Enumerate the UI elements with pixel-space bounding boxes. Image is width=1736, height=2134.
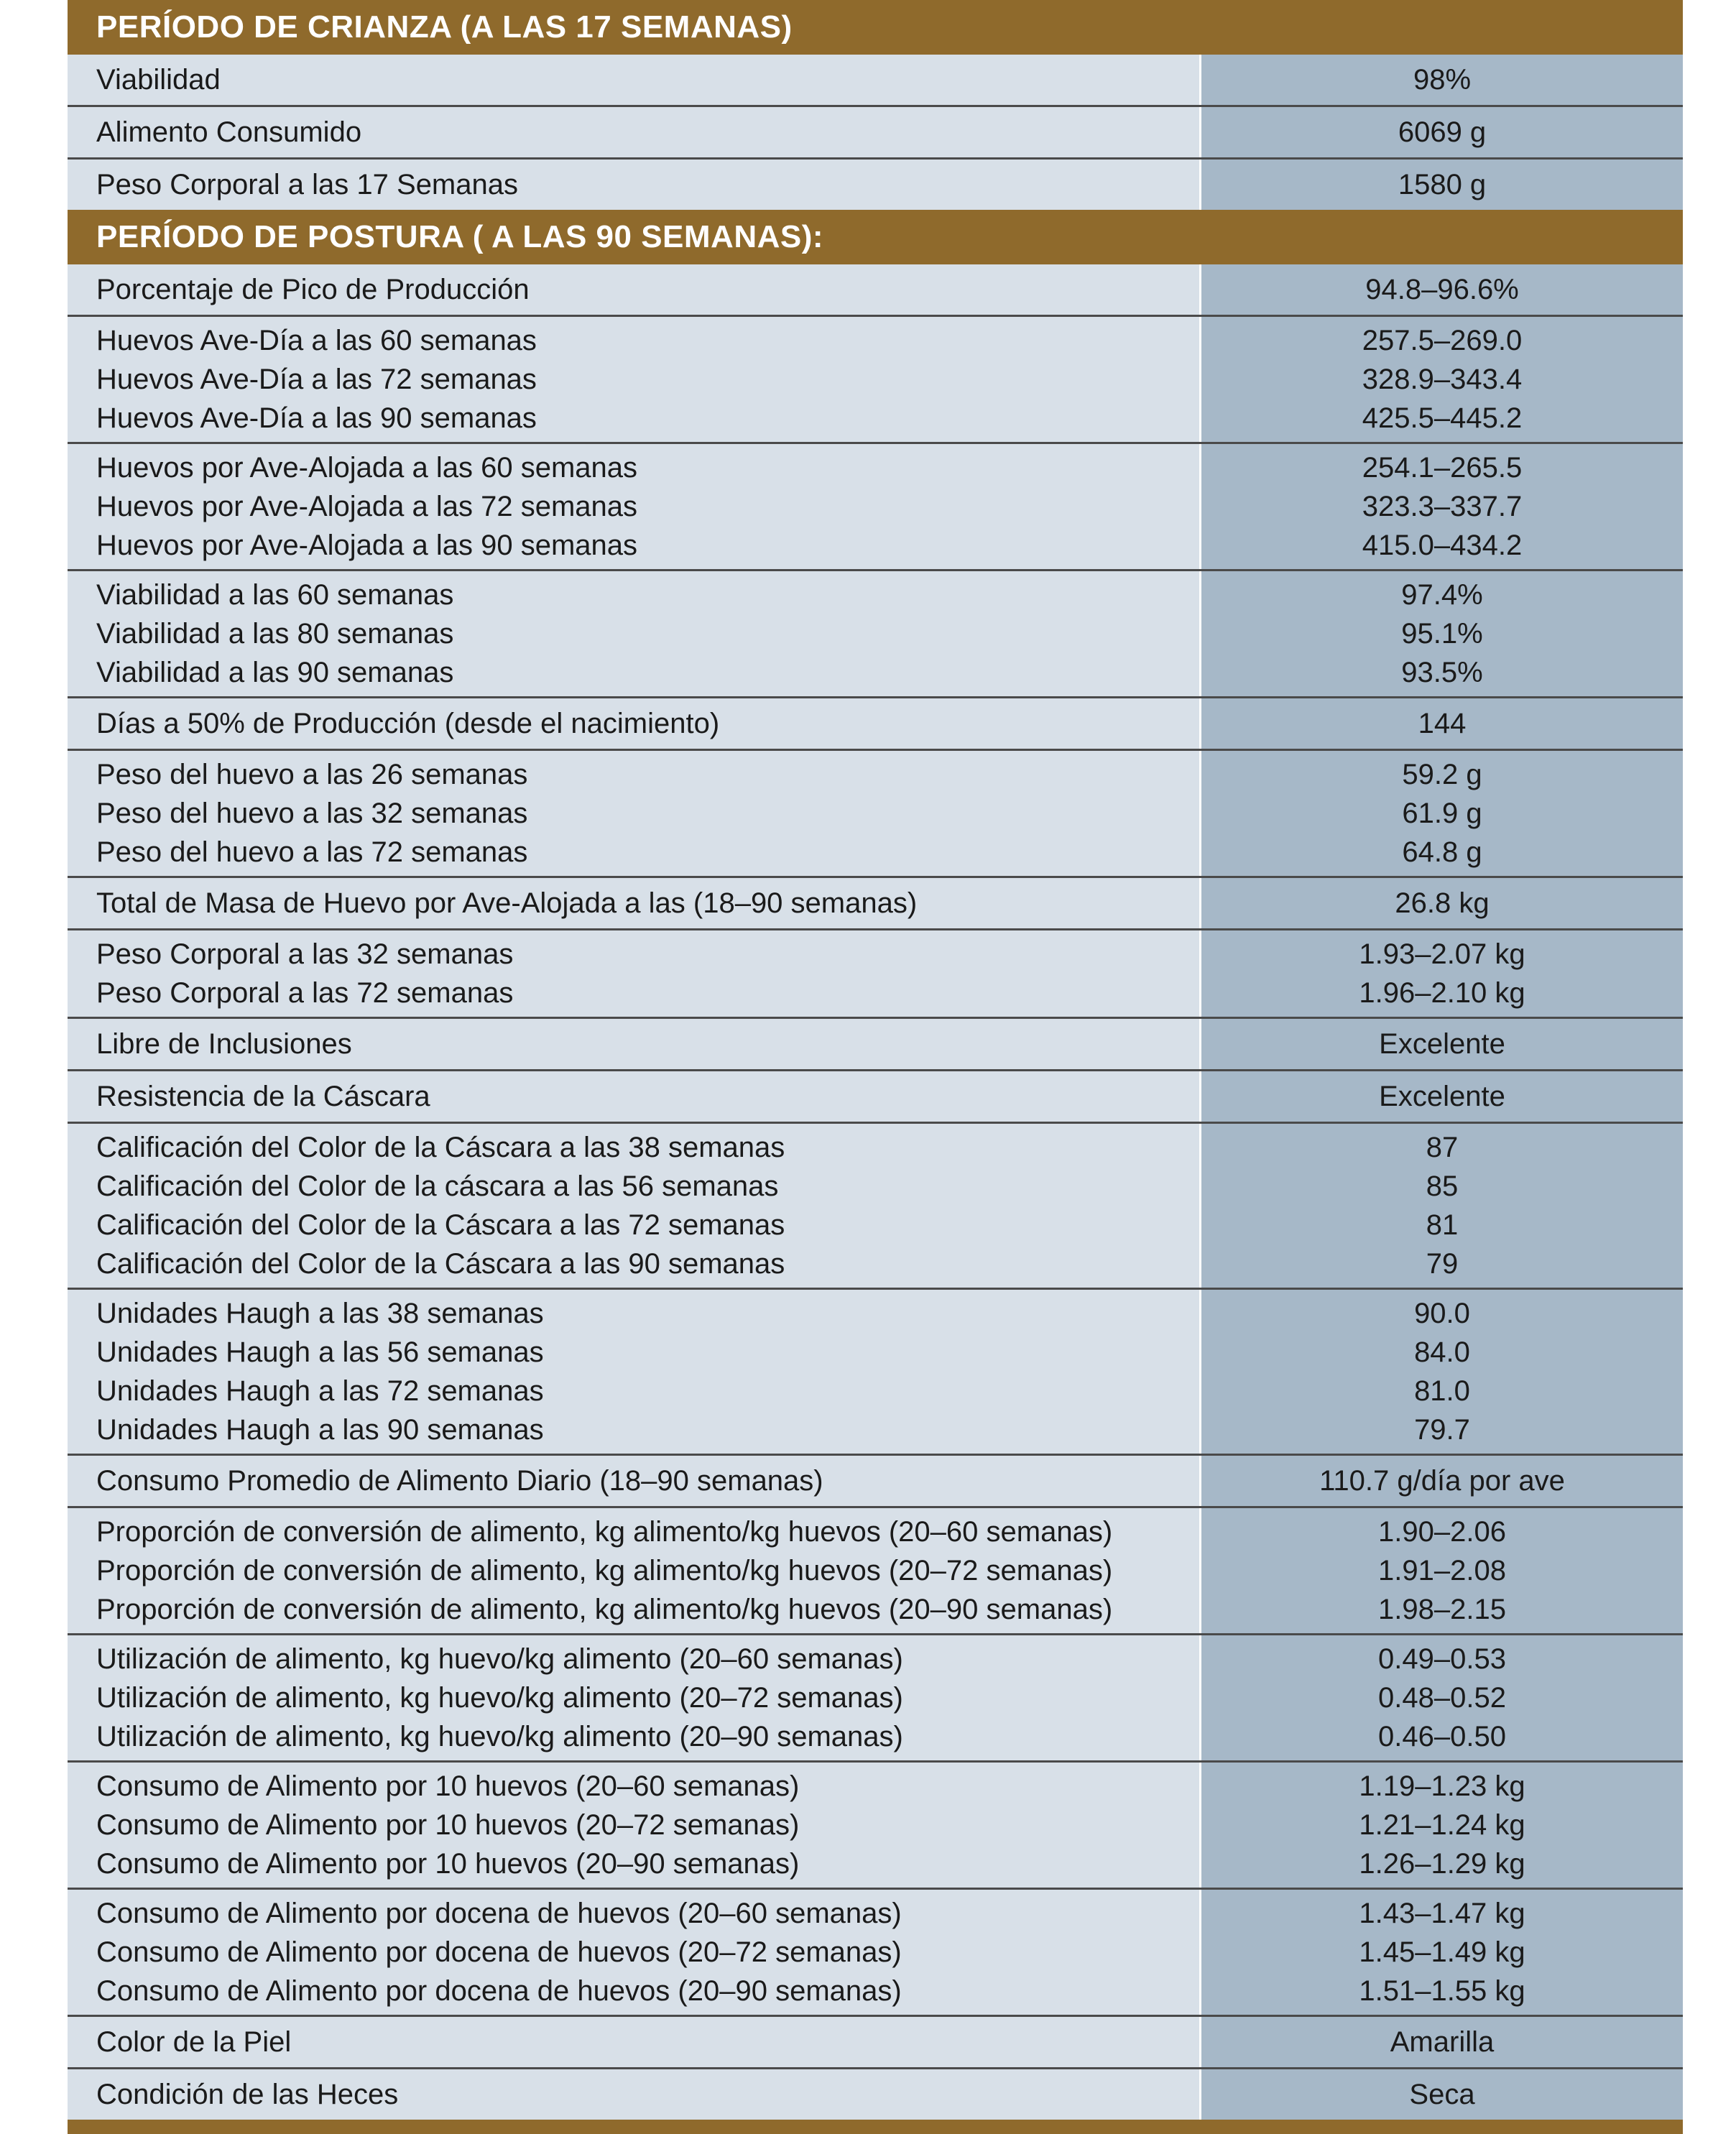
row-label-cell — [68, 2069, 1201, 2120]
row-value-cell — [1201, 1019, 1683, 1069]
table-row — [68, 1456, 1683, 1508]
table-row — [68, 107, 1683, 160]
row-label-cell — [68, 107, 1201, 157]
row-label-cell — [68, 1635, 1201, 1760]
row-label-cell — [68, 571, 1201, 696]
table-row — [68, 698, 1683, 751]
row-label: Proporción de conversión de alimento, kg alimento/kg huevos (20–72 semanas) — [96, 1555, 1113, 1586]
table-row — [68, 55, 1683, 107]
row-label: Peso Corporal a las 17 Semanas — [96, 169, 518, 200]
row-value-cell — [1201, 571, 1683, 696]
row-value-cell — [1201, 55, 1683, 105]
table-row — [68, 1124, 1683, 1290]
row-value: 61.9 g — [1402, 798, 1482, 829]
table-row — [68, 751, 1683, 878]
row-value: Excelente — [1379, 1081, 1505, 1112]
row-label: Consumo de Alimento por 10 huevos (20–72 semanas) — [96, 1809, 800, 1841]
row-value-cell — [1201, 317, 1683, 442]
row-value-cell — [1201, 1071, 1683, 1122]
table-row — [68, 1890, 1683, 2017]
table-row — [68, 930, 1683, 1019]
row-value: 425.5–445.2 — [1362, 402, 1523, 434]
table-row — [68, 2017, 1683, 2069]
row-label-cell — [68, 55, 1201, 105]
row-label: Consumo de Alimento por 10 huevos (20–60 semanas) — [96, 1770, 800, 1802]
row-label: Peso Corporal a las 32 semanas — [96, 938, 514, 970]
row-value: 81 — [1426, 1209, 1459, 1241]
table-row — [68, 1071, 1683, 1124]
row-value: 1.21–1.24 kg — [1359, 1809, 1525, 1841]
row-value-cell — [1201, 1890, 1683, 2015]
row-label: Proporción de conversión de alimento, kg alimento/kg huevos (20–90 semanas) — [96, 1594, 1113, 1625]
row-value: 1.93–2.07 kg — [1359, 938, 1525, 970]
row-label: Huevos Ave-Día a las 90 semanas — [96, 402, 537, 434]
row-value: 97.4% — [1401, 579, 1483, 611]
row-label: Calificación del Color de la Cáscara a las 72 semanas — [96, 1209, 785, 1241]
table-row — [68, 571, 1683, 698]
row-value-cell — [1201, 1635, 1683, 1760]
row-label-cell — [68, 160, 1201, 210]
row-value: Amarilla — [1390, 2026, 1495, 2058]
row-value: 1.26–1.29 kg — [1359, 1848, 1525, 1880]
row-label: Peso Corporal a las 72 semanas — [96, 977, 514, 1009]
row-label-cell — [68, 444, 1201, 569]
row-value-cell — [1201, 878, 1683, 928]
row-value: 94.8–96.6% — [1365, 274, 1519, 305]
row-label: Utilización de alimento, kg huevo/kg alimento (20–90 semanas) — [96, 1721, 903, 1752]
table-row — [68, 2069, 1683, 2120]
row-label: Unidades Haugh a las 38 semanas — [96, 1298, 544, 1329]
row-label: Consumo de Alimento por docena de huevos (20–72 semanas) — [96, 1936, 902, 1968]
row-label: Huevos por Ave-Alojada a las 90 semanas — [96, 530, 638, 561]
row-value-cell — [1201, 264, 1683, 315]
row-value: 1.51–1.55 kg — [1359, 1975, 1525, 2007]
footer-bar — [68, 2120, 1683, 2134]
row-value: 1580 g — [1398, 169, 1487, 200]
row-label: Unidades Haugh a las 72 semanas — [96, 1375, 544, 1407]
row-label-cell — [68, 2017, 1201, 2067]
row-value-cell — [1201, 751, 1683, 876]
row-value: 26.8 kg — [1395, 887, 1490, 919]
row-value: 110.7 g/día por ave — [1319, 1465, 1565, 1497]
table-row — [68, 317, 1683, 444]
row-value-cell — [1201, 1290, 1683, 1454]
row-label: Utilización de alimento, kg huevo/kg alimento (20–72 semanas) — [96, 1682, 903, 1714]
row-label-cell — [68, 930, 1201, 1017]
row-value: 6069 g — [1398, 116, 1487, 148]
row-label-cell — [68, 1763, 1201, 1888]
row-value-cell — [1201, 107, 1683, 157]
row-label: Porcentaje de Pico de Producción — [96, 274, 530, 305]
section-body — [68, 264, 1683, 2120]
row-value: 93.5% — [1401, 657, 1483, 688]
row-value-cell — [1201, 1124, 1683, 1288]
table-row — [68, 1508, 1683, 1635]
row-value: 254.1–265.5 — [1362, 452, 1523, 484]
row-value: 1.19–1.23 kg — [1359, 1770, 1525, 1802]
table-row — [68, 878, 1683, 930]
row-value: Excelente — [1379, 1028, 1505, 1060]
row-label: Viabilidad — [96, 64, 221, 96]
row-label: Color de la Piel — [96, 2026, 292, 2058]
row-label-cell — [68, 1019, 1201, 1069]
row-label: Unidades Haugh a las 56 semanas — [96, 1336, 544, 1368]
row-value: 81.0 — [1414, 1375, 1470, 1407]
row-label-cell — [68, 1124, 1201, 1288]
table-row — [68, 1763, 1683, 1890]
row-label-cell — [68, 1508, 1201, 1633]
row-value: 90.0 — [1414, 1298, 1470, 1329]
row-value-cell — [1201, 698, 1683, 749]
table-row — [68, 1635, 1683, 1763]
row-value-cell — [1201, 2017, 1683, 2067]
row-value-cell — [1201, 930, 1683, 1017]
row-value: 64.8 g — [1402, 836, 1482, 868]
row-value: 1.91–2.08 — [1378, 1555, 1506, 1586]
row-label: Peso del huevo a las 26 semanas — [96, 759, 528, 790]
row-value: 328.9–343.4 — [1362, 364, 1523, 395]
row-label: Viabilidad a las 80 semanas — [96, 618, 454, 650]
row-label: Huevos por Ave-Alojada a las 72 semanas — [96, 491, 638, 522]
row-value-cell — [1201, 1763, 1683, 1888]
row-label: Viabilidad a las 90 semanas — [96, 657, 454, 688]
row-label: Días a 50% de Producción (desde el nacimiento) — [96, 708, 720, 739]
section-header: PERÍODO DE CRIANZA (A LAS 17 SEMANAS) — [68, 0, 1683, 55]
row-label: Huevos Ave-Día a las 60 semanas — [96, 325, 537, 356]
row-label-cell — [68, 1890, 1201, 2015]
row-label: Huevos por Ave-Alojada a las 60 semanas — [96, 452, 638, 484]
row-label: Utilización de alimento, kg huevo/kg alimento (20–60 semanas) — [96, 1643, 903, 1675]
row-label: Proporción de conversión de alimento, kg alimento/kg huevos (20–60 semanas) — [96, 1516, 1113, 1548]
row-value: 144 — [1418, 708, 1467, 739]
row-value: 1.98–2.15 — [1378, 1594, 1506, 1625]
row-label: Consumo de Alimento por 10 huevos (20–90 semanas) — [96, 1848, 800, 1880]
row-value: 0.48–0.52 — [1378, 1682, 1506, 1714]
row-label: Calificación del Color de la Cáscara a las 38 semanas — [96, 1132, 785, 1163]
row-value: 0.46–0.50 — [1378, 1721, 1506, 1752]
row-value: 0.49–0.53 — [1378, 1643, 1506, 1675]
row-value: 257.5–269.0 — [1362, 325, 1523, 356]
row-label: Consumo de Alimento por docena de huevos (20–90 semanas) — [96, 1975, 902, 2007]
row-value: 84.0 — [1414, 1336, 1470, 1368]
row-label-cell — [68, 878, 1201, 928]
row-label: Viabilidad a las 60 semanas — [96, 579, 454, 611]
row-label: Peso del huevo a las 32 semanas — [96, 798, 528, 829]
row-value-cell — [1201, 444, 1683, 569]
table-row — [68, 264, 1683, 317]
row-label: Huevos Ave-Día a las 72 semanas — [96, 364, 537, 395]
row-value-cell — [1201, 1508, 1683, 1633]
section-header: PERÍODO DE POSTURA ( A LAS 90 SEMANAS): — [68, 210, 1683, 264]
row-value: 79 — [1426, 1248, 1459, 1280]
row-label: Resistencia de la Cáscara — [96, 1081, 430, 1112]
table-row — [68, 444, 1683, 571]
table-row — [68, 1019, 1683, 1071]
table-row — [68, 1290, 1683, 1456]
row-value: 87 — [1426, 1132, 1459, 1163]
section-body — [68, 55, 1683, 210]
row-value-cell — [1201, 2069, 1683, 2120]
row-value: 59.2 g — [1402, 759, 1482, 790]
row-value-cell — [1201, 160, 1683, 210]
table-row — [68, 160, 1683, 210]
row-value: 1.96–2.10 kg — [1359, 977, 1525, 1009]
row-label: Condición de las Heces — [96, 2079, 399, 2110]
row-label: Unidades Haugh a las 90 semanas — [96, 1414, 544, 1446]
row-label: Total de Masa de Huevo por Ave-Alojada a las (18–90 semanas) — [96, 887, 918, 919]
row-label-cell — [68, 1071, 1201, 1122]
row-value: 1.43–1.47 kg — [1359, 1898, 1525, 1929]
row-value: 95.1% — [1401, 618, 1483, 650]
row-value: 85 — [1426, 1170, 1459, 1202]
row-value-cell — [1201, 1456, 1683, 1506]
row-label-cell — [68, 264, 1201, 315]
row-value: 323.3–337.7 — [1362, 491, 1523, 522]
row-label: Libre de Inclusiones — [96, 1028, 352, 1060]
row-value: 1.90–2.06 — [1378, 1516, 1506, 1548]
row-label-cell — [68, 751, 1201, 876]
row-label: Calificación del Color de la cáscara a las 56 semanas — [96, 1170, 779, 1202]
row-label-cell — [68, 698, 1201, 749]
row-label: Consumo de Alimento por docena de huevos (20–60 semanas) — [96, 1898, 902, 1929]
row-label-cell — [68, 1290, 1201, 1454]
row-label: Peso del huevo a las 72 semanas — [96, 836, 528, 868]
row-label-cell — [68, 1456, 1201, 1506]
row-label: Consumo Promedio de Alimento Diario (18–90 semanas) — [96, 1465, 823, 1497]
performance-table — [68, 0, 1683, 2134]
row-label: Alimento Consumido — [96, 116, 362, 148]
row-value: 415.0–434.2 — [1362, 530, 1523, 561]
row-value: 98% — [1413, 64, 1472, 96]
row-value: 1.45–1.49 kg — [1359, 1936, 1525, 1968]
row-label: Calificación del Color de la Cáscara a las 90 semanas — [96, 1248, 785, 1280]
row-value: Seca — [1409, 2079, 1475, 2110]
row-label-cell — [68, 317, 1201, 442]
row-value: 79.7 — [1414, 1414, 1470, 1446]
